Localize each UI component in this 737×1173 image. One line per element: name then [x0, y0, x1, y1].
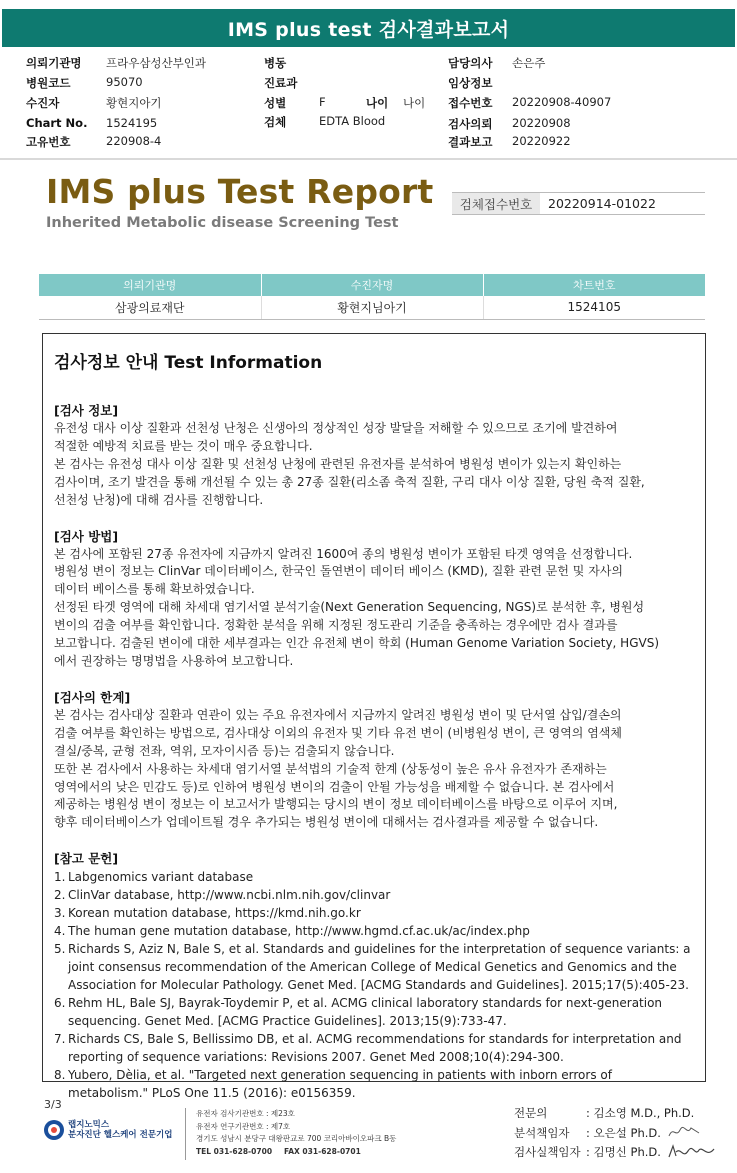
section-text-test-method: 본 검사에 포함된 27종 유전자에 지금까지 알려진 1600여 종의 병원성 변이가 포함된 타겟 영역을 선정합니다. 병원성 변이 정보는 ClinVar 데이터베이스, 한국인 돌연변이 데이터 베이스 (KMD), 질환 관련 문헌 및 자사의 데이터 베이스를 통해 확보하였습니다. 선정된 타겟 영역에 대해 차세대 염기서열 분석기술(Next Generation Sequencing, NGS)로 분석한 후, 병원성 변이의 검출 여부를 확인합니다. 정확한 분석을 위해 지정된 정도관리 기준을 충족하는 경우에만 검사 결과를 보고합니다. 검출된 변이에 대한 세부결과는 인간 유전체 변이 학회 (Human Genome Variation Society, HGVS) 에서 권장하는 명명법을 사용하여 보고합니다.: [54, 546, 660, 668]
signature-row: [514, 1143, 717, 1163]
info-value-chart-no: 1524195: [106, 116, 158, 130]
footer-divider: [185, 1108, 186, 1160]
signature-row: [514, 1124, 717, 1144]
info-label-patient: 수진자: [26, 96, 60, 110]
report-title: IMS plus Test Report: [46, 172, 434, 211]
section-heading-limitations: [검사의 한계]: [54, 689, 131, 705]
address-line: 경기도 성남시 분당구 대왕판교로 700 코리아바이오파크 B동: [196, 1134, 397, 1143]
info-label-ward: 병동: [264, 56, 287, 70]
info-label-department: 진료과: [264, 76, 298, 90]
list-item: 1. Labgenomics variant database: [54, 870, 254, 885]
info-label-sex: 성별: [264, 96, 287, 110]
info-label-chart-no: Chart No.: [26, 116, 88, 130]
section-heading-test-method: [검사 방법]: [54, 528, 119, 544]
table-header-chart-no: 차트번호: [483, 274, 705, 296]
signature-row: [514, 1104, 717, 1124]
info-value-receipt-no: 20220908-40907: [512, 95, 612, 109]
info-value-hospital-code: 95070: [106, 75, 143, 89]
info-label-receipt-no: 접수번호: [448, 96, 493, 110]
info-label-age: 나이: [366, 96, 389, 110]
info-value-report-date: 20220922: [512, 134, 571, 148]
reference-list: [54, 868, 695, 1102]
license-line-1: 유전자 검사기관번호 : 제23호: [196, 1109, 295, 1118]
table-header-institution: 의뢰기관명: [39, 274, 261, 296]
logo-company-name: 랩지노믹스: [68, 1120, 110, 1130]
info-value-patient: 황현지아기: [106, 96, 162, 110]
info-value-age: 나이: [403, 96, 426, 110]
info-value-institution: 프라우삼성산부인과: [106, 56, 206, 70]
info-label-unique-no: 고유번호: [26, 135, 71, 149]
specimen-receipt-label: 검체접수번호: [452, 193, 540, 214]
info-label-request-date: 검사의뢰: [448, 117, 493, 131]
header-divider: [0, 158, 737, 160]
info-value-sex: F: [319, 95, 326, 109]
page-number: 3/3: [44, 1098, 62, 1111]
info-label-report-date: 결과보고: [448, 135, 493, 149]
signature-name: : 김소영 M.D., Ph.D.: [586, 1106, 695, 1120]
list-item: 7. Richards CS, Bale S, Bellissimo DB, et al. ACMG recommendations for standards for interpretation and reporting of sequence variations: Revisions 2007. Genet Med 2008;10(4):294-300.: [54, 1032, 682, 1065]
info-value-doctor: 손은주: [512, 56, 546, 70]
info-value-specimen: EDTA Blood: [319, 114, 386, 128]
section-text-limitations: 본 검사는 검사대상 질환과 연관이 있는 주요 유전자에서 지금까지 알려진 병원성 변이 및 단서열 삽입/결손의 검출 여부를 확인하는 방법으로, 검사대상 이외의 유전자 및 기타 유전 변이 (비병원성 변이, 큰 영역의 염색체 결실/중복, 균형 전좌, 역위, 모자이시즘 등)는 검출되지 않습니다. 또한 본 검사에서 사용하는 차세대 염기서열 분석법의 기술적 한계 (상동성이 높은 유사 유전자가 존재하는 영역에서의 낮은 민감도 등)로 인하여 병원성 변이의 검출이 안될 가능성을 배제할 수 없습니다. 본 검사에서 제공하는 병원성 변이 정보는 이 보고서가 발행되는 당시의 변이 정보 데이터베이스를 바탕으로 이루어 지며, 향후 데이터베이스가 업데이트될 경우 추가되는 병원성 변이에 대해서는 검사결과를 제공할 수 없습니다.: [54, 707, 622, 830]
table-cell-institution: 삼광의료재단: [39, 296, 261, 319]
test-information-title: 검사정보 안내 Test Information: [54, 353, 323, 373]
signature-role: 검사실책임자: [514, 1145, 581, 1159]
list-item: 6. Rehm HL, Bale SJ, Bayrak-Toydemir P, et al. ACMG clinical laboratory standards for next-generation sequencing. Genet Med. [ACMG Practice Guidelines]. 2013;15(9):733-47.: [54, 996, 663, 1029]
info-value-request-date: 20220908: [512, 116, 571, 130]
info-label-specimen: 검체: [264, 115, 287, 129]
handwritten-signature-icon: [667, 1124, 701, 1140]
report-header-title: IMS plus test 검사결과보고서: [227, 18, 510, 41]
info-value-unique-no: 220908-4: [106, 134, 162, 148]
test-information-box: [42, 333, 706, 1101]
table-header-patient-name: 수진자명: [261, 274, 483, 296]
table-cell-chart-no: 1524105: [483, 296, 705, 319]
footer-license-info: [196, 1108, 396, 1158]
signature-role: 분석책임자: [514, 1125, 570, 1140]
signature-name: : 김명신 Ph.D.: [586, 1145, 661, 1159]
tel-line: TEL 031-628-0700: [196, 1146, 273, 1156]
company-logo: [44, 1120, 172, 1140]
logo-tagline: 분자진단 헬스케어 전문기업: [68, 1130, 173, 1140]
list-item: 2. ClinVar database, http://www.ncbi.nlm.nih.gov/clinvar: [54, 888, 391, 903]
specimen-receipt-value: 20220914-01022: [548, 196, 656, 211]
list-item: 5. Richards S, Aziz N, Bale S, et al. Standards and guidelines for the interpretation of sequence variants: a joint consensus recommendation of the American College of Medical Genetics and Genomics and the Association for Molecular Pathology. Genet Med. [ACMG Standards and Guidelines]. 2015;17(5):405-23.: [54, 942, 691, 993]
patient-summary-table: [39, 274, 705, 320]
section-text-test-info: 유전성 대사 이상 질환과 선천성 난청은 신생아의 정상적인 성장 발달을 저해할 수 있으므로 조기에 발견하여 적절한 예방적 치료를 받는 것이 매우 중요합니다. 본 검사는 유전성 대사 이상 질환 및 선천성 난청에 관련된 유전자를 분석하여 병원성 변이가 있는지 확인하는 검사이며, 조기 발견을 통해 개선될 수 있는 총 27종 질환(리소좀 축적 질환, 구리 대사 이상 질환, 당원 축적 질환, 선천성 난청)에 대해 검사를 진행합니다.: [54, 421, 645, 507]
signature-role: 전문의: [514, 1106, 548, 1120]
report-header-bar: [2, 9, 735, 47]
signature-name: : 오은설 Ph.D.: [586, 1125, 661, 1140]
license-line-2: 유전자 연구기관번호 : 제7호: [196, 1121, 291, 1131]
section-heading-test-info: [검사 정보]: [54, 403, 119, 418]
list-item: 4. The human gene mutation database, http://www.hgmd.cf.ac.uk/ac/index.php: [54, 924, 530, 939]
info-label-hospital-code: 병원코드: [26, 76, 71, 90]
handwritten-signature-icon: [667, 1143, 717, 1161]
info-label-institution: 의뢰기관명: [26, 56, 82, 70]
section-heading-references: [참고 문헌]: [54, 851, 119, 867]
table-cell-patient-name: 황현지님아기: [261, 296, 483, 319]
fax-line: FAX 031-628-0701: [283, 1146, 361, 1156]
signature-block: [514, 1104, 717, 1163]
logo-mark-icon: [44, 1120, 64, 1140]
info-label-doctor: 담당의사: [448, 56, 493, 70]
specimen-receipt-box: [452, 192, 705, 215]
list-item: 8. Yubero, Dèlia, et al. "Targeted next generation sequencing in patients with inborn errors of metabolism." PLoS One 11.5 (2016): e0156359.: [54, 1068, 612, 1101]
list-item: 3. Korean mutation database, https://kmd.nih.go.kr: [54, 906, 361, 921]
info-label-clinical-info: 임상정보: [448, 76, 493, 90]
table-row: [39, 296, 705, 319]
patient-info-grid: [0, 55, 737, 155]
report-subtitle: Inherited Metabolic disease Screening Test: [46, 215, 399, 231]
